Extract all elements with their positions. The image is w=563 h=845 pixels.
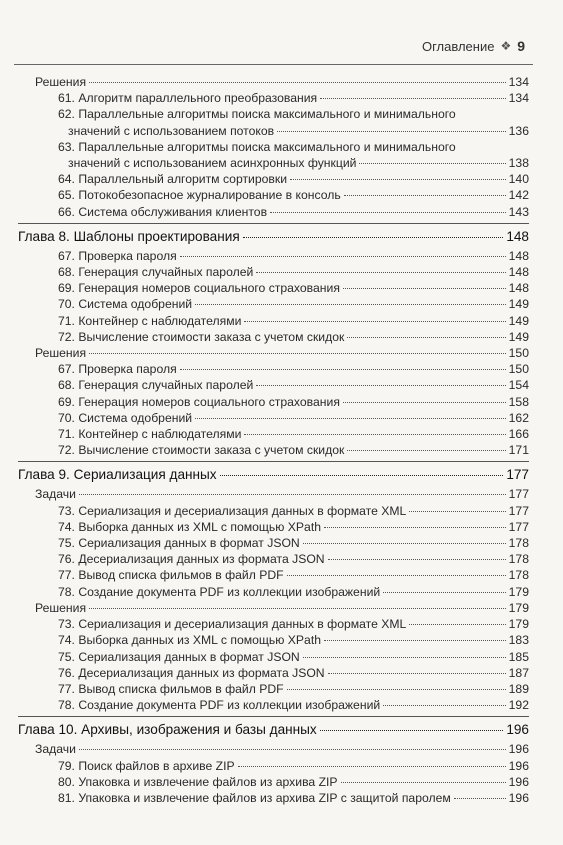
toc-chapter-row[interactable] <box>18 228 529 246</box>
toc-entry-title: Задачи <box>35 742 76 757</box>
toc-entry-row[interactable] <box>18 519 529 535</box>
toc-page-number: 140 <box>508 172 529 187</box>
toc-page-number: 177 <box>508 503 529 518</box>
toc-page-number: 178 <box>508 536 529 551</box>
dot-leader <box>244 434 505 435</box>
toc-entry-row[interactable] <box>18 616 529 632</box>
toc-entry-title: 78. Создание документа PDF из коллекции изображений <box>58 584 381 599</box>
toc-entry-title: 68. Генерация случайных паролей <box>58 378 254 393</box>
toc-entry-row[interactable] <box>18 503 529 519</box>
toc-entry-row[interactable] <box>18 535 529 551</box>
toc-chapter-title: Глава 8. Шаблоны проектирования <box>18 228 240 244</box>
toc-page-number: 177 <box>506 467 529 483</box>
chapter-separator <box>18 223 529 224</box>
toc-section-row[interactable] <box>18 74 529 90</box>
toc-entry-row[interactable] <box>18 758 529 774</box>
dot-leader <box>344 195 506 196</box>
toc-page-number: 196 <box>508 742 529 757</box>
toc-entry-title: 74. Выборка данных из XML с помощью XPath <box>58 519 322 534</box>
toc-entry-row[interactable] <box>18 296 529 312</box>
toc-page-number: 154 <box>508 378 529 393</box>
dot-leader <box>303 657 506 658</box>
toc-entry-title: Решения <box>35 75 87 89</box>
toc-entry-title: 75. Сериализация данных в формат JSON <box>58 536 300 551</box>
toc-entry-row[interactable] <box>18 329 529 345</box>
toc-entry-title: 77. Вывод списка фильмов в файл PDF <box>58 568 284 583</box>
dot-leader <box>343 288 506 289</box>
dot-leader <box>409 624 505 625</box>
toc-entry-row[interactable] <box>18 264 529 280</box>
dot-leader <box>383 592 505 593</box>
toc-section-row[interactable] <box>18 600 529 616</box>
toc-entry-row[interactable] <box>18 665 529 681</box>
toc-page-number: 196 <box>508 790 529 805</box>
toc-entry-row[interactable] <box>18 377 529 393</box>
toc-entry-title: 75. Сериализация данных в формат JSON <box>58 649 300 664</box>
toc-entry-title-line: 63. Параллельные алгоритмы поиска максимального и минимального <box>58 139 456 154</box>
toc-page-number: 192 <box>508 698 529 713</box>
toc-entry-row[interactable] <box>18 632 529 648</box>
toc-page-number: 177 <box>508 519 529 534</box>
toc-entry-row[interactable] <box>18 649 529 665</box>
toc-page-number: 178 <box>508 568 529 583</box>
toc-page-number: 148 <box>508 248 529 263</box>
toc-page-number: 134 <box>508 75 529 89</box>
section-title: Оглавление <box>421 38 495 54</box>
dot-leader <box>303 543 506 544</box>
toc-page-number: 143 <box>508 204 529 219</box>
toc-entry-title: 67. Проверка пароля <box>58 248 177 263</box>
toc-page-number: 177 <box>508 487 529 502</box>
toc-entry-title: 61. Алгоритм параллельного преобразования <box>58 91 318 106</box>
toc-entry-row[interactable] <box>18 155 529 171</box>
dot-leader <box>320 98 506 99</box>
dot-leader <box>328 673 506 674</box>
toc-entry-title: 71. Контейнер с наблюдателями <box>58 427 242 442</box>
toc-page-number: 179 <box>508 617 529 632</box>
toc-entry-title: 78. Создание документа PDF из коллекции изображений <box>58 698 381 713</box>
toc-entry-title: 74. Выборка данных из XML с помощью XPath <box>58 633 322 648</box>
toc-page-number: 196 <box>506 722 529 738</box>
toc-page-number: 149 <box>508 313 529 328</box>
dot-leader <box>270 212 506 213</box>
table-of-contents <box>18 74 529 806</box>
dot-leader <box>383 705 505 706</box>
toc-entry-row[interactable] <box>18 584 529 600</box>
toc-entry-title: 70. Система одобрений <box>58 410 193 425</box>
toc-entry-row[interactable] <box>18 171 529 187</box>
toc-entry-row[interactable] <box>18 280 529 296</box>
toc-page-number: 185 <box>508 649 529 664</box>
toc-entry-row[interactable] <box>18 248 529 264</box>
toc-chapter-title: Глава 9. Сериализация данных <box>18 467 217 483</box>
toc-entry-title-line: 62. Параллельные алгоритмы поиска максимального и минимального <box>58 107 456 122</box>
toc-page-number: 187 <box>508 665 529 680</box>
toc-page-number: 149 <box>508 297 529 312</box>
toc-entry-title: 69. Генерация номеров социального страхования <box>58 281 340 296</box>
dot-leader <box>328 559 506 560</box>
ornament-icon: ❖ <box>500 39 512 53</box>
toc-page-number: 148 <box>506 228 529 244</box>
dot-leader <box>347 337 505 338</box>
toc-entry-row[interactable] <box>18 123 529 139</box>
dot-leader <box>343 402 506 403</box>
dot-leader <box>290 179 506 180</box>
toc-page-number: 150 <box>508 346 529 361</box>
toc-entry-title: Решения <box>35 346 87 361</box>
toc-section-row[interactable] <box>18 486 529 502</box>
toc-page-number: 134 <box>508 91 529 106</box>
toc-page-number: 183 <box>508 633 529 648</box>
toc-entry-title-cont: значений с использованием потоков <box>68 123 275 138</box>
dot-leader <box>195 304 506 305</box>
dot-leader <box>324 640 506 641</box>
toc-entry-row[interactable] <box>18 442 529 458</box>
toc-entry-title: 68. Генерация случайных паролей <box>58 265 254 280</box>
dot-leader <box>243 237 504 238</box>
dot-leader <box>256 385 505 386</box>
toc-entry-title: 64. Параллельный алгоритм сортировки <box>58 172 288 187</box>
toc-chapter-row[interactable] <box>18 721 529 739</box>
toc-page-number: 149 <box>508 329 529 344</box>
dot-leader <box>454 798 506 799</box>
dot-leader <box>180 256 506 257</box>
dot-leader <box>347 450 505 451</box>
dot-leader <box>79 749 506 750</box>
toc-entry-title: 72. Вычисление стоимости заказа с учетом скидок <box>58 443 345 458</box>
toc-entry-row[interactable] <box>18 697 529 713</box>
chapter-separator <box>18 716 529 717</box>
dot-leader <box>341 782 506 783</box>
toc-entry-row[interactable] <box>18 204 529 220</box>
dot-leader <box>256 272 505 273</box>
dot-leader <box>180 369 506 370</box>
toc-entry-title: 76. Десериализация данных из формата JSON <box>58 552 325 567</box>
toc-page-number: 136 <box>508 123 529 138</box>
toc-section-row[interactable] <box>18 345 529 361</box>
running-header <box>422 38 525 54</box>
dot-leader <box>324 527 506 528</box>
toc-page-number: 148 <box>508 265 529 280</box>
toc-entry-title: 76. Десериализация данных из формата JSON <box>58 665 325 680</box>
toc-entry-title: 71. Контейнер с наблюдателями <box>58 313 242 328</box>
toc-entry-row[interactable] <box>18 187 529 203</box>
toc-entry-row[interactable] <box>18 681 529 697</box>
toc-entry-title: 65. Потокобезопасное журналирование в консоль <box>58 188 341 203</box>
dot-leader <box>220 475 504 476</box>
toc-entry-title: 67. Проверка пароля <box>58 362 177 377</box>
toc-entry-title: Решения <box>35 600 87 615</box>
dot-leader <box>359 163 505 164</box>
toc-chapter-row[interactable] <box>18 466 529 484</box>
toc-entry-row[interactable] <box>18 426 529 442</box>
toc-page-number: 142 <box>508 188 529 203</box>
dot-leader <box>244 321 505 322</box>
chapter-separator <box>18 461 529 462</box>
toc-page-number: 196 <box>508 758 529 773</box>
toc-entry-title: 73. Сериализация и десериализация данных в формате XML <box>58 617 407 632</box>
toc-entry-title-cont: значений с использованием асинхронных функций <box>68 156 357 171</box>
dot-leader <box>89 608 506 609</box>
toc-entry-row[interactable] <box>18 361 529 377</box>
toc-entry-row[interactable] <box>18 90 529 106</box>
toc-entry-row[interactable] <box>18 394 529 410</box>
toc-entry-title: 70. Система одобрений <box>58 297 193 312</box>
toc-page-number: 158 <box>508 394 529 409</box>
dot-leader <box>79 494 506 495</box>
dot-leader <box>89 82 506 83</box>
dot-leader <box>287 689 506 690</box>
toc-page-number: 171 <box>508 443 529 458</box>
toc-page-number: 189 <box>508 681 529 696</box>
toc-page-number: 138 <box>508 156 529 171</box>
toc-page-number: 150 <box>508 362 529 377</box>
toc-entry-row[interactable] <box>18 551 529 567</box>
toc-entry-title: 73. Сериализация и десериализация данных в формате XML <box>58 503 407 518</box>
toc-entry-title: 72. Вычисление стоимости заказа с учетом скидок <box>58 329 345 344</box>
toc-entry-row[interactable] <box>18 567 529 583</box>
toc-entry-row[interactable] <box>18 774 529 790</box>
toc-chapter-title: Глава 10. Архивы, изображения и базы данных <box>18 722 317 738</box>
toc-page-number: 196 <box>508 774 529 789</box>
toc-entry-row[interactable] <box>18 313 529 329</box>
toc-page-number: 148 <box>508 281 529 296</box>
header-rule <box>14 64 533 65</box>
dot-leader <box>320 730 504 731</box>
dot-leader <box>287 575 506 576</box>
toc-page-number: 179 <box>508 600 529 615</box>
dot-leader <box>89 353 506 354</box>
toc-entry-row[interactable] <box>18 410 529 426</box>
toc-entry-title: Задачи <box>35 487 76 502</box>
toc-page-number: 179 <box>508 584 529 599</box>
toc-section-row[interactable] <box>18 741 529 757</box>
dot-leader <box>277 131 506 132</box>
toc-entry-title: 66. Система обслуживания клиентов <box>58 204 268 219</box>
dot-leader <box>238 766 506 767</box>
toc-entry-row[interactable] <box>18 790 529 806</box>
toc-entry-title: 80. Упаковка и извлечение файлов из архива ZIP <box>58 774 338 789</box>
toc-entry-title: 77. Вывод списка фильмов в файл PDF <box>58 681 284 696</box>
toc-entry-title: 79. Поиск файлов в архиве ZIP <box>58 758 235 773</box>
toc-page-number: 178 <box>508 552 529 567</box>
toc-page-number: 162 <box>508 410 529 425</box>
toc-page-number: 166 <box>508 427 529 442</box>
dot-leader <box>195 418 506 419</box>
dot-leader <box>409 511 505 512</box>
toc-entry-title: 81. Упаковка и извлечение файлов из архива ZIP с защитой паролем <box>58 790 451 805</box>
toc-entry-title: 69. Генерация номеров социального страхования <box>58 394 340 409</box>
page-number: 9 <box>517 38 525 54</box>
